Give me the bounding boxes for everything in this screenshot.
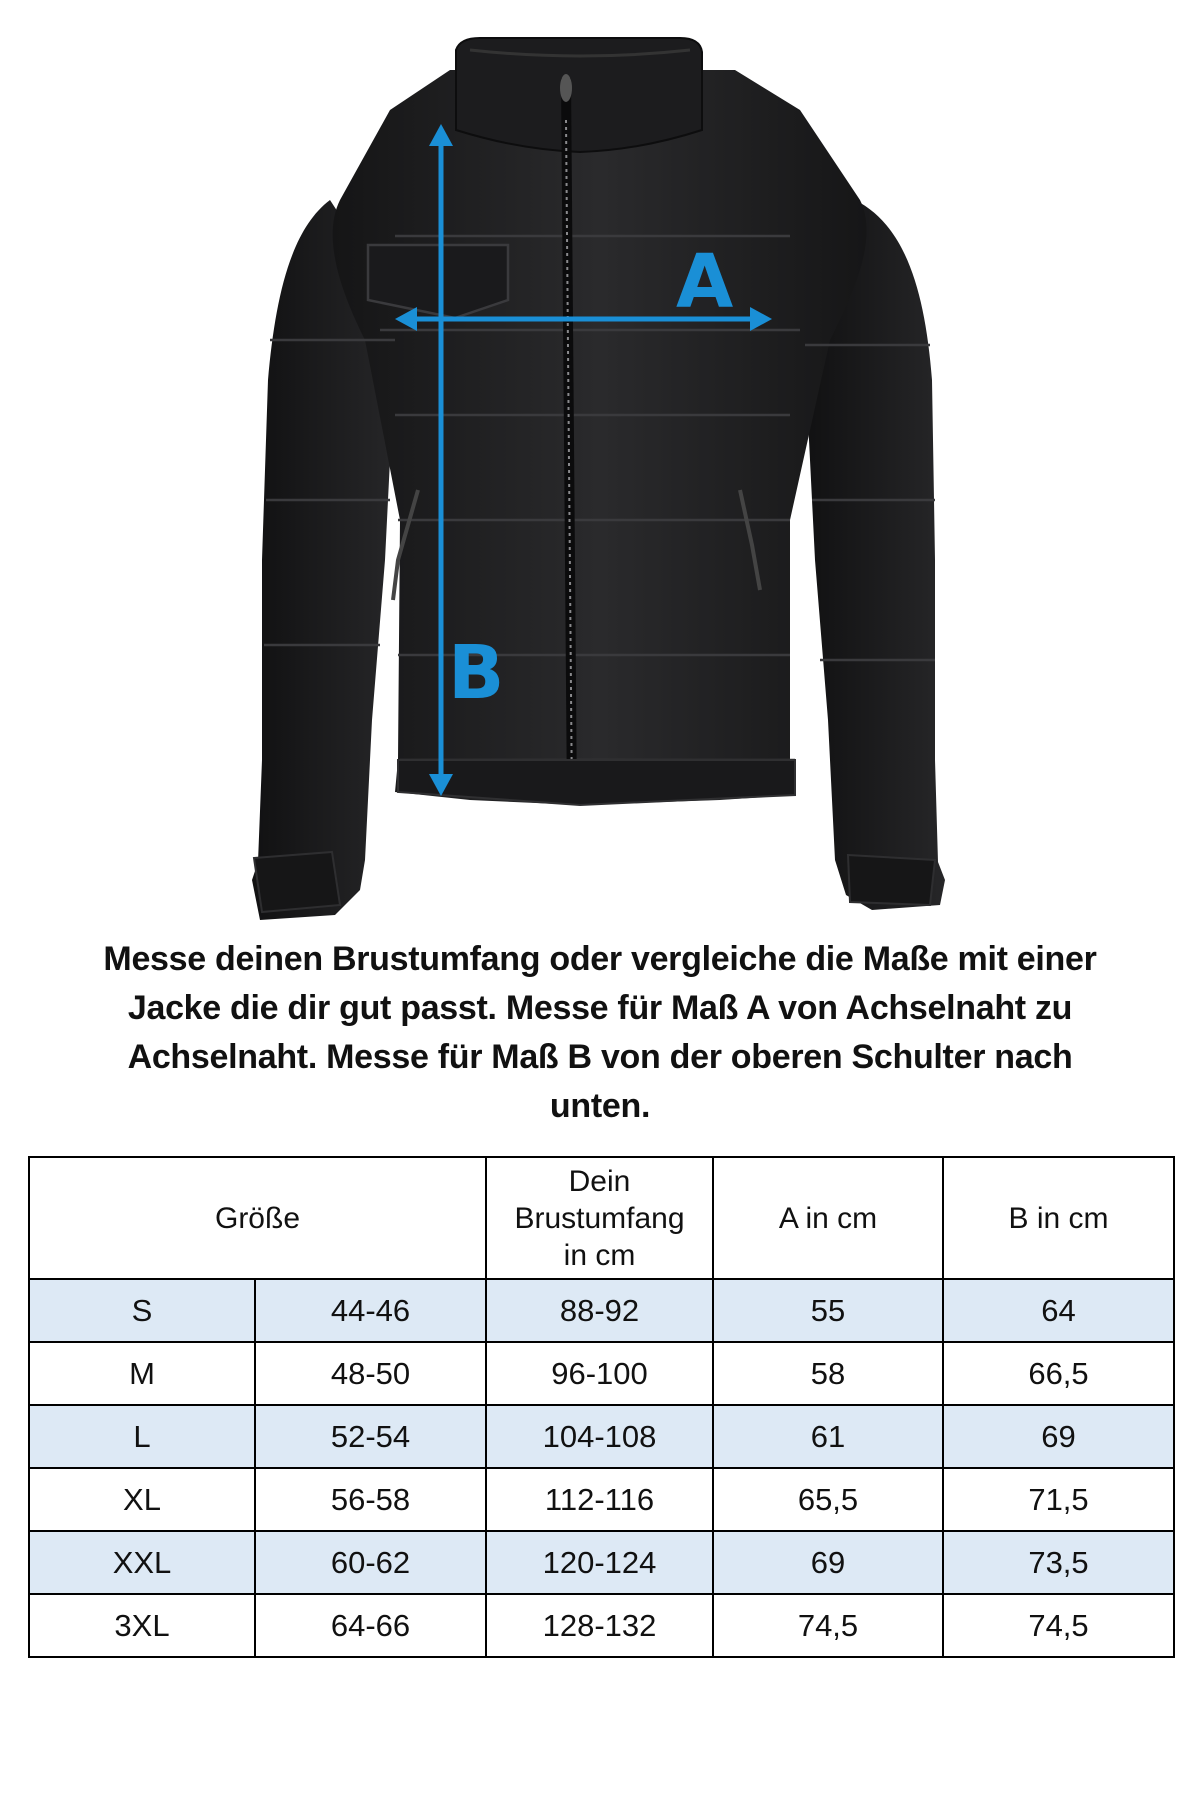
cell-chest: 88-92 [486, 1279, 713, 1342]
table-header-row [29, 1157, 1174, 1279]
cell-size: M [29, 1342, 255, 1405]
table-row [29, 1594, 1174, 1657]
cell-b: 74,5 [943, 1594, 1174, 1657]
measuring-instructions [40, 935, 1160, 1131]
instruction-line: unten. [549, 1087, 651, 1125]
cell-b: 66,5 [943, 1342, 1174, 1405]
cell-eu: 52-54 [255, 1405, 486, 1468]
cell-a: 65,5 [713, 1468, 943, 1531]
cell-eu: 60-62 [255, 1531, 486, 1594]
cell-b: 64 [943, 1279, 1174, 1342]
cell-eu: 48-50 [255, 1342, 486, 1405]
header-a: A in cm [713, 1157, 943, 1279]
measure-a-label: A [676, 239, 734, 325]
header-size: Größe [29, 1157, 486, 1279]
cell-size: S [29, 1279, 255, 1342]
header-b: B in cm [943, 1157, 1174, 1279]
jacket-body [333, 70, 867, 805]
cell-chest: 128-132 [486, 1594, 713, 1657]
header-chest [486, 1157, 713, 1279]
instruction-line: Achselnaht. Messe für Maß B von der oberen Schulter nach [127, 1038, 1073, 1076]
cell-size: 3XL [29, 1594, 255, 1657]
table-row [29, 1468, 1174, 1531]
table-row [29, 1531, 1174, 1594]
header-chest-line: in cm [563, 1238, 636, 1272]
instruction-line: Messe deinen Brustumfang oder vergleiche die Maße mit einer [103, 940, 1097, 978]
table-row [29, 1342, 1174, 1405]
cell-b: 69 [943, 1405, 1174, 1468]
size-chart-table [28, 1156, 1175, 1658]
cell-size: XL [29, 1468, 255, 1531]
cell-a: 55 [713, 1279, 943, 1342]
cell-eu: 56-58 [255, 1468, 486, 1531]
cell-size: XXL [29, 1531, 255, 1594]
left-cuff [254, 852, 340, 912]
header-chest-line: Dein [568, 1164, 631, 1198]
cell-b: 71,5 [943, 1468, 1174, 1531]
header-chest-line: Brustumfang [514, 1201, 685, 1235]
measure-b-label: B [448, 630, 505, 716]
cell-eu: 64-66 [255, 1594, 486, 1657]
instruction-line: Jacke die dir gut passt. Messe für Maß A von Achselnaht zu [127, 989, 1073, 1027]
cell-a: 74,5 [713, 1594, 943, 1657]
table-row [29, 1279, 1174, 1342]
cell-eu: 44-46 [255, 1279, 486, 1342]
cell-chest: 96-100 [486, 1342, 713, 1405]
cell-chest: 120-124 [486, 1531, 713, 1594]
cell-chest: 112-116 [486, 1468, 713, 1531]
right-cuff [848, 855, 935, 905]
cell-a: 58 [713, 1342, 943, 1405]
zipper-pull [560, 74, 572, 102]
cell-a: 69 [713, 1531, 943, 1594]
cell-chest: 104-108 [486, 1405, 713, 1468]
cell-a: 61 [713, 1405, 943, 1468]
table-row [29, 1405, 1174, 1468]
cell-b: 73,5 [943, 1531, 1174, 1594]
cell-size: L [29, 1405, 255, 1468]
